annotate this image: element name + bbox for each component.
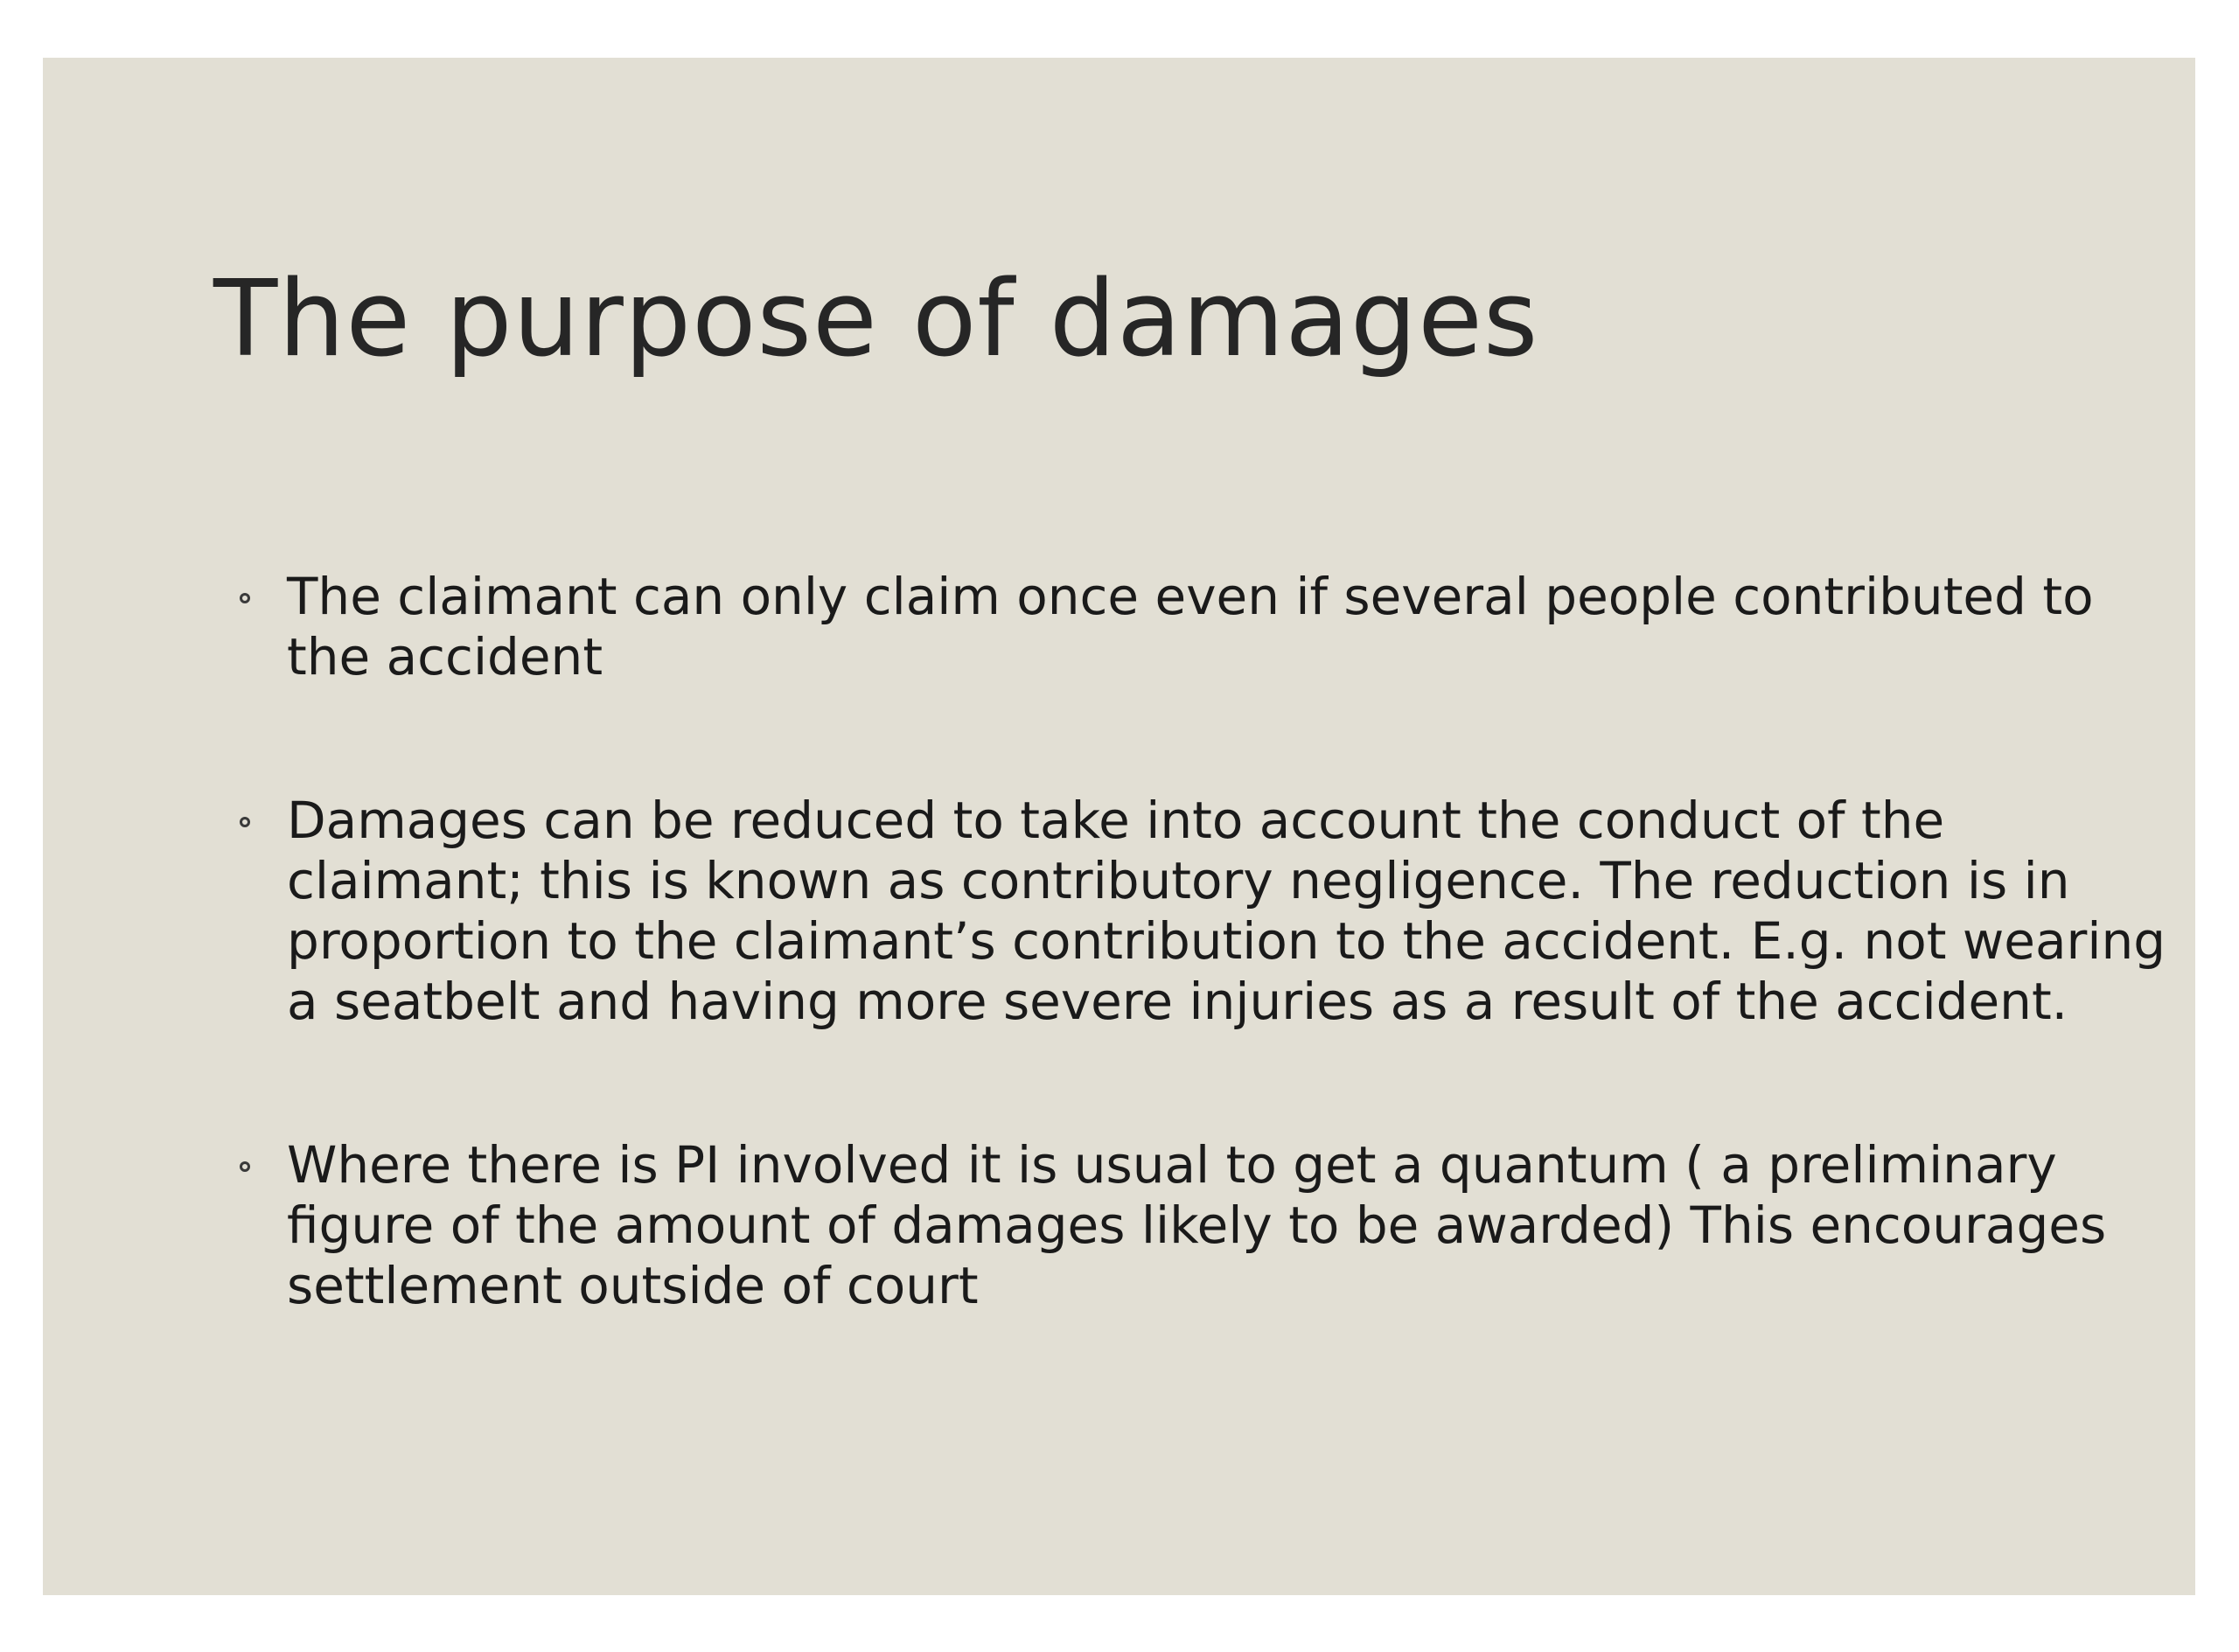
bullet-text: The claimant can only claim once even if several people contributed to the accident — [287, 567, 2094, 687]
bullet-item — [231, 791, 2181, 1032]
bullet-text: Where there is PI involved it is usual to get a quantum ( a preliminary figure of the amount of damages likely to be awarded) This encourages settlement outside of court — [287, 1135, 2107, 1315]
circle-outline-icon — [240, 1161, 250, 1172]
bullet-list — [231, 567, 2181, 1316]
bullet-item — [231, 567, 2181, 687]
slide-title: The purpose of damages — [213, 259, 1539, 380]
bullet-item — [231, 1135, 2181, 1316]
circle-outline-icon — [240, 817, 250, 827]
slide — [43, 58, 2195, 1595]
bullet-text: Damages can be reduced to take into account the conduct of the claimant; this is known as contributory negligence. The reduction is in proportion to the claimant’s contribution to the accident. E.g. not wearing a seatbelt and having more severe injuries as a result of the accident. — [287, 791, 2166, 1031]
circle-outline-icon — [240, 593, 250, 603]
